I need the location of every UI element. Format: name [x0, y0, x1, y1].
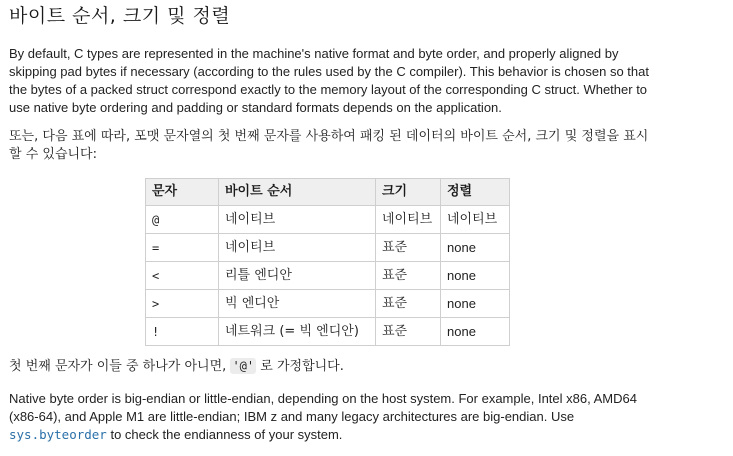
intro-paragraph: By default, C types are represented in the machine's native format and byte order, and properly aligned by skipping pad bytes if necessary (according to the rules used by the C compiler). This behavior is chosen so that the bytes of a packed struct correspond exactly to the memory layout of the corresponding C struct. Whether to use native byte ordering and padding or standard formats depends on the application. [9, 46, 649, 115]
cell-size: 네이티브 [376, 206, 441, 234]
section-heading: 바이트 순서, 크기 및 정렬 [9, 5, 231, 27]
cell-alignment: none [441, 234, 510, 262]
cell-character: ! [146, 318, 219, 346]
cell-byte-order: 네트워크 (= 빅 엔디안) [219, 318, 376, 346]
table-row [146, 290, 510, 318]
table-row [146, 234, 510, 262]
table-row [146, 318, 510, 346]
cell-character: < [146, 262, 219, 290]
native-text: Native byte order is big-endian or little-endian, depending on the host system. For example, Intel x86, AMD64 (x86-64), and Apple M1 are little-endian; IBM z and many legacy architectures are big-endian. Use [9, 391, 637, 424]
cell-alignment: none [441, 318, 510, 346]
byte-order-table [145, 178, 510, 346]
cell-alignment: 네이티브 [441, 206, 510, 234]
header-character: 문자 [146, 179, 219, 206]
table-row [146, 206, 510, 234]
cell-alignment: none [441, 262, 510, 290]
default-assumption-paragraph [9, 357, 649, 376]
sys-byteorder-link[interactable]: sys.byteorder [9, 427, 107, 442]
cell-byte-order: 빅 엔디안 [219, 290, 376, 318]
cell-character: @ [146, 206, 219, 234]
format-char-paragraph: 또는, 다음 표에 따라, 포맷 문자열의 첫 번째 문자를 사용하여 패킹 된 데이터의 바이트 순서, 크기 및 정렬을 표시할 수 있습니다: [9, 129, 649, 162]
cell-byte-order: 리틀 엔디안 [219, 262, 376, 290]
native-format-char-code: '@' [232, 359, 255, 373]
cell-byte-order: 네이티브 [219, 206, 376, 234]
native-byte-order-paragraph [9, 390, 649, 444]
table-row [146, 262, 510, 290]
cell-size: 표준 [376, 262, 441, 290]
cell-byte-order: 네이티브 [219, 234, 376, 262]
cell-character: = [146, 234, 219, 262]
cell-size: 표준 [376, 290, 441, 318]
assume-text-before: 첫 번째 문자가 이들 중 하나가 아니면, [9, 359, 231, 374]
cell-size: 표준 [376, 234, 441, 262]
header-alignment: 정렬 [441, 179, 510, 206]
cell-alignment: none [441, 290, 510, 318]
assume-text-after: 로 가정합니다. [256, 359, 344, 374]
cell-size: 표준 [376, 318, 441, 346]
header-size: 크기 [376, 179, 441, 206]
header-byte-order: 바이트 순서 [219, 179, 376, 206]
cell-character: > [146, 290, 219, 318]
table-header-row [146, 179, 510, 206]
native-text-after: to check the endianness of your system. [106, 427, 343, 442]
